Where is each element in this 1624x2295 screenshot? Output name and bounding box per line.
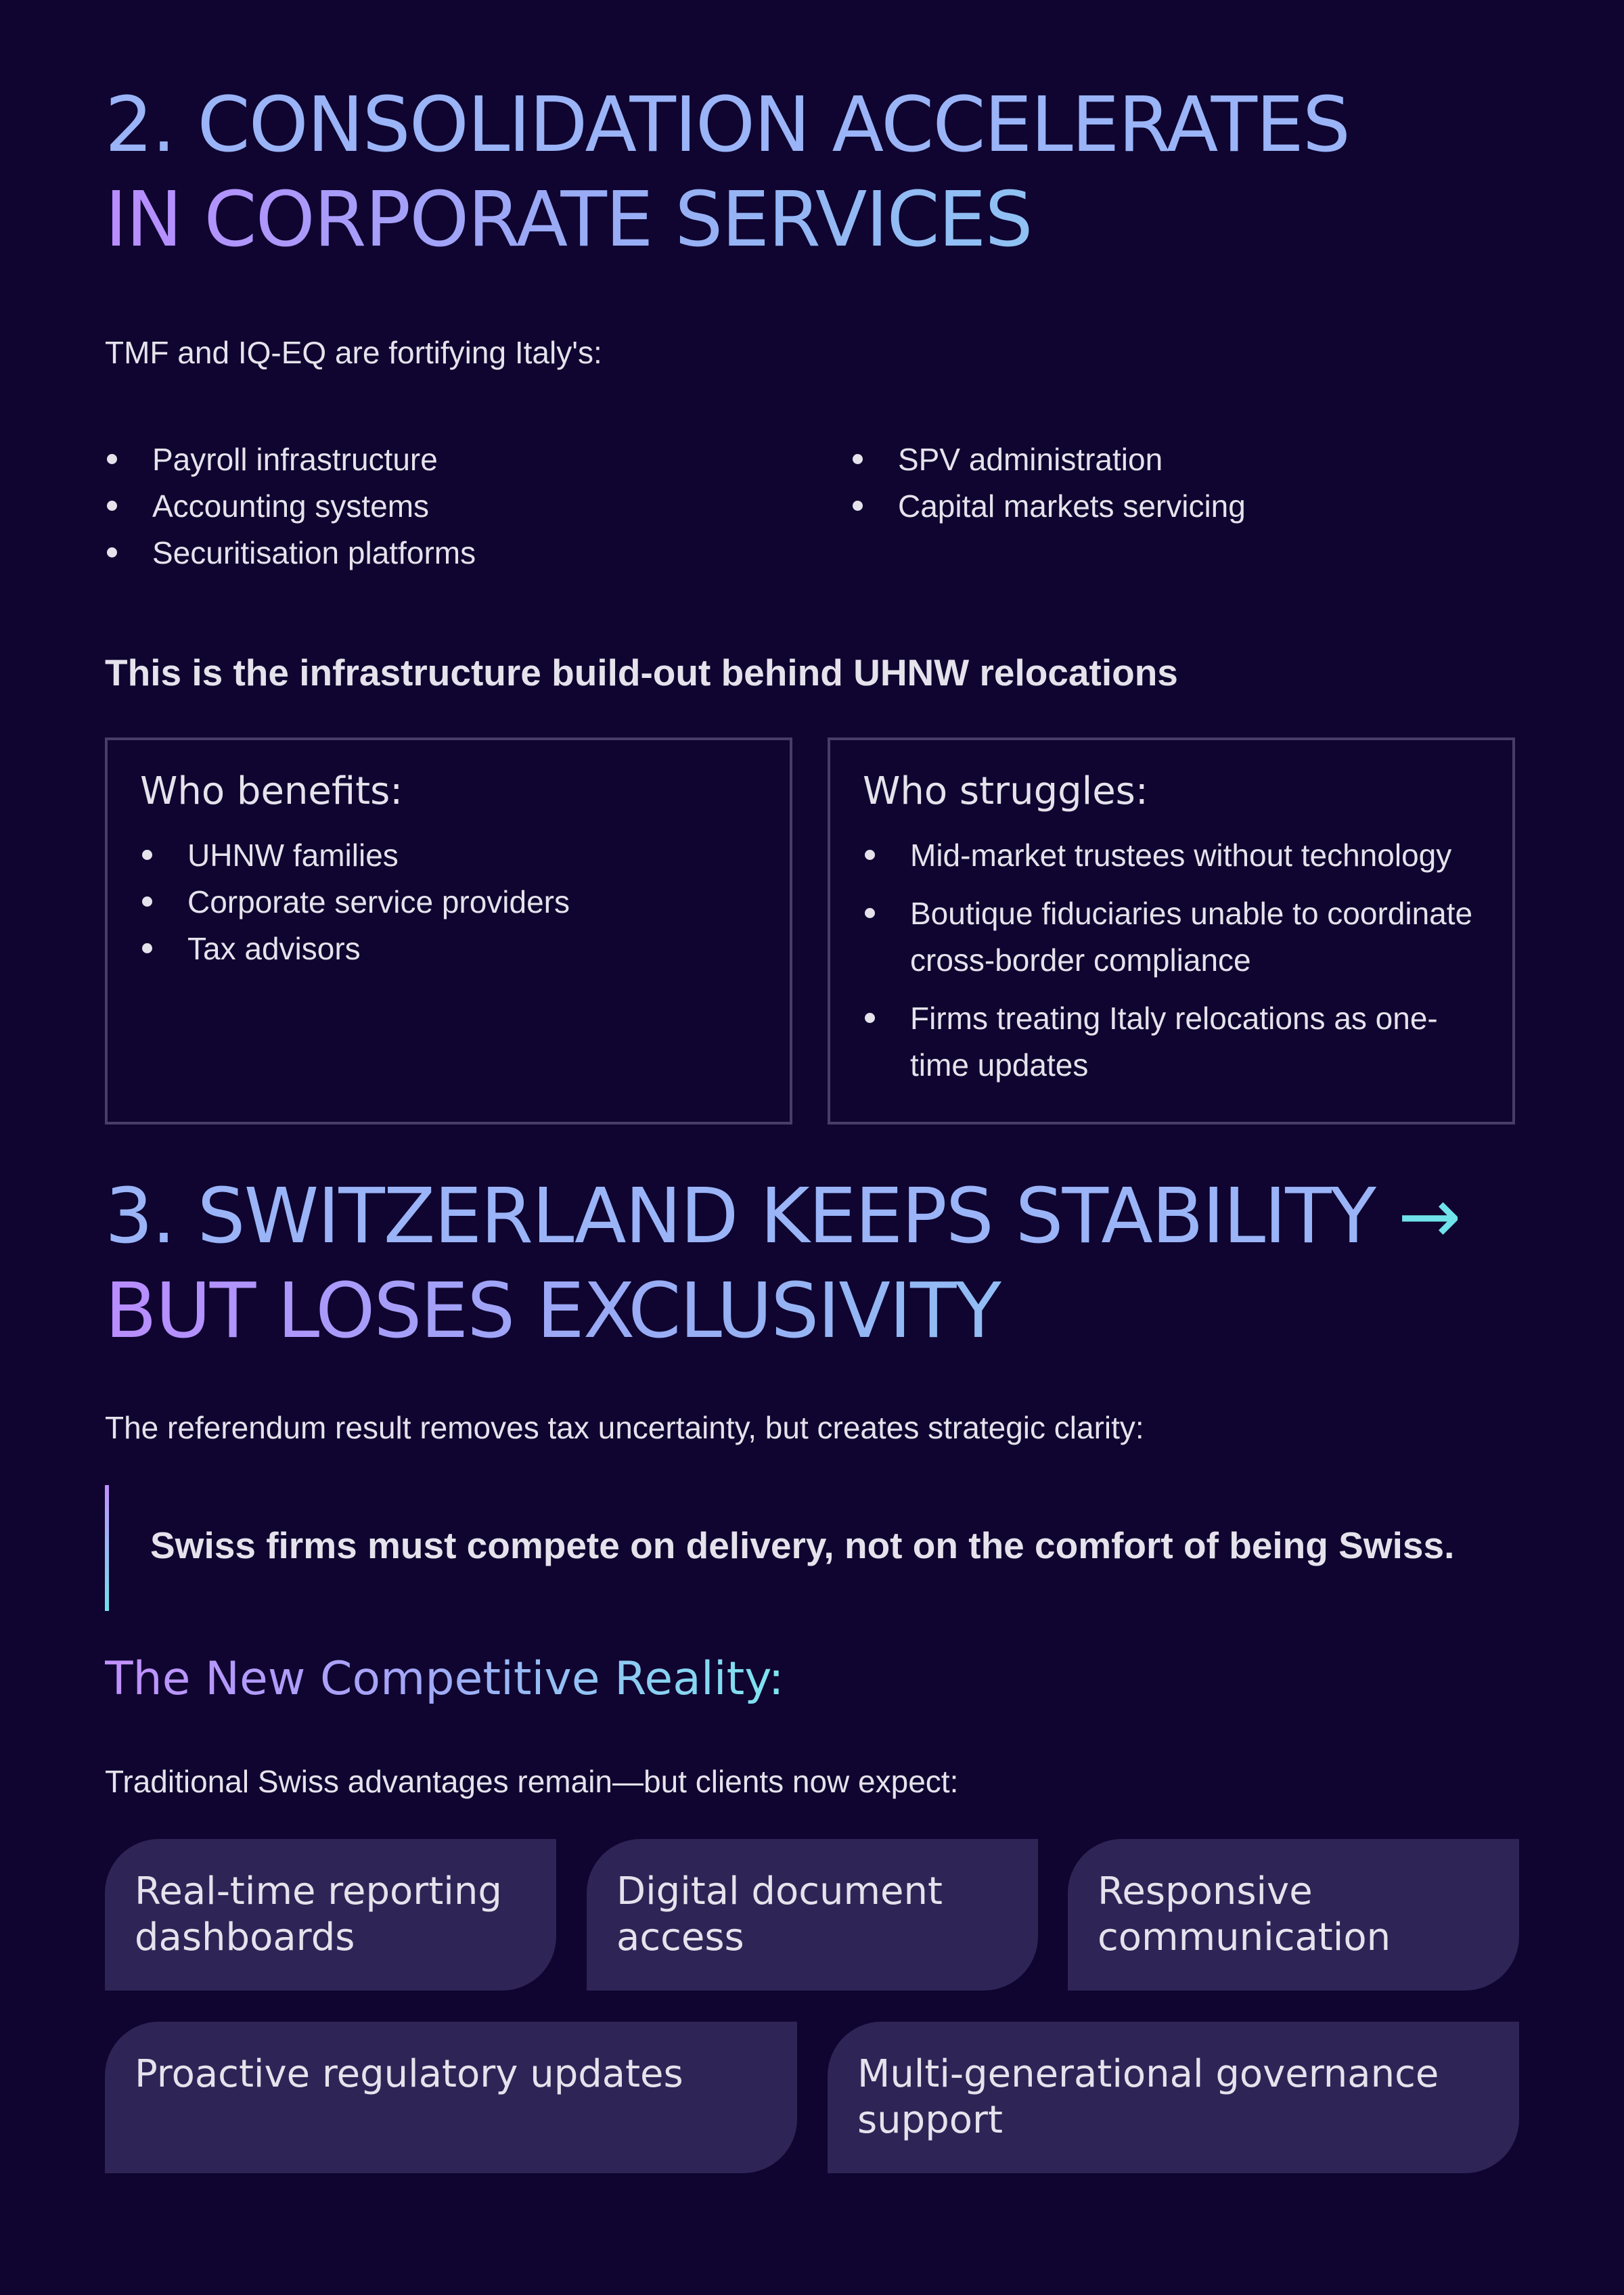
expectation-card xyxy=(828,2022,1519,2173)
list-item: Tax advisors xyxy=(140,926,776,972)
section-3-heading-line1 xyxy=(105,1169,1460,1264)
section-2-heading-line2: IN CORPORATE SERVICES xyxy=(105,173,1349,267)
list-item xyxy=(863,832,1499,879)
expectation-card xyxy=(1068,1839,1519,1991)
who-benefits-list xyxy=(140,832,776,972)
competitive-reality-intro: Traditional Swiss advantages remain—but clients now expect: xyxy=(105,1764,959,1799)
list-item: UHNW families xyxy=(140,832,776,879)
competitive-reality-heading xyxy=(105,1652,784,1706)
card-text: support xyxy=(857,2098,1003,2142)
who-benefits-box xyxy=(105,737,792,1124)
card-text: dashboards xyxy=(135,1915,355,1959)
section-3-intro: The referendum result removes tax uncertainty, but creates strategic clarity: xyxy=(105,1410,1144,1445)
quote-accent-bar xyxy=(105,1485,109,1611)
list-item: Capital markets servicing xyxy=(851,483,1527,530)
list-item-line: Firms treating Italy relocations as one- xyxy=(910,1001,1438,1036)
arrow-right-icon: → xyxy=(1397,1173,1460,1260)
infrastructure-list-left xyxy=(105,436,782,576)
who-struggles-box xyxy=(828,737,1515,1124)
infrastructure-list-right xyxy=(851,436,1527,530)
list-item: SPV administration xyxy=(851,436,1527,483)
list-item: Payroll infrastructure xyxy=(105,436,782,483)
pull-quote: Swiss firms must compete on delivery, not on the comfort of being Swiss. xyxy=(150,1524,1455,1566)
expectation-card xyxy=(105,2022,797,2173)
section-2-heading xyxy=(105,78,1349,267)
section-3-heading-line2: BUT LOSES EXCLUSIVITY xyxy=(105,1264,1460,1359)
list-item-line: Boutique fiduciaries unable to coordinate xyxy=(910,896,1473,931)
card-text: Responsive xyxy=(1098,1869,1313,1913)
card-text: Digital document xyxy=(616,1869,943,1913)
list-item: Corporate service providers xyxy=(140,879,776,926)
list-item-line: Mid-market trustees without technology xyxy=(910,838,1452,873)
who-struggles-title: Who struggles: xyxy=(863,769,1148,813)
section-2-intro: TMF and IQ-EQ are fortifying Italy's: xyxy=(105,335,602,370)
card-text: Proactive regulatory updates xyxy=(135,2052,683,2096)
who-benefits-title: Who benefits: xyxy=(140,769,403,813)
list-item xyxy=(863,890,1499,984)
list-item xyxy=(863,995,1499,1089)
section-3-heading-text: 3. SWITZERLAND KEEPS STABILITY xyxy=(105,1173,1376,1260)
list-item: Securitisation platforms xyxy=(105,530,782,576)
emphasis-statement: This is the infrastructure build-out behind UHNW relocations xyxy=(105,652,1178,694)
section-3-heading xyxy=(105,1169,1460,1359)
list-item-line: cross-border compliance xyxy=(910,942,1251,978)
section-2-heading-line1: 2. CONSOLIDATION ACCELERATES xyxy=(105,81,1349,169)
card-text: access xyxy=(616,1915,744,1959)
list-item: Accounting systems xyxy=(105,483,782,530)
expectation-card xyxy=(105,1839,556,1991)
expectation-card xyxy=(587,1839,1038,1991)
card-text: Multi-generational governance xyxy=(857,2052,1439,2096)
who-struggles-list xyxy=(863,832,1499,1089)
card-text: Real-time reporting xyxy=(135,1869,502,1913)
competitive-reality-heading-text: The New Competitive Reality: xyxy=(105,1652,784,1706)
card-text: communication xyxy=(1098,1915,1391,1959)
list-item-line: time updates xyxy=(910,1047,1089,1083)
